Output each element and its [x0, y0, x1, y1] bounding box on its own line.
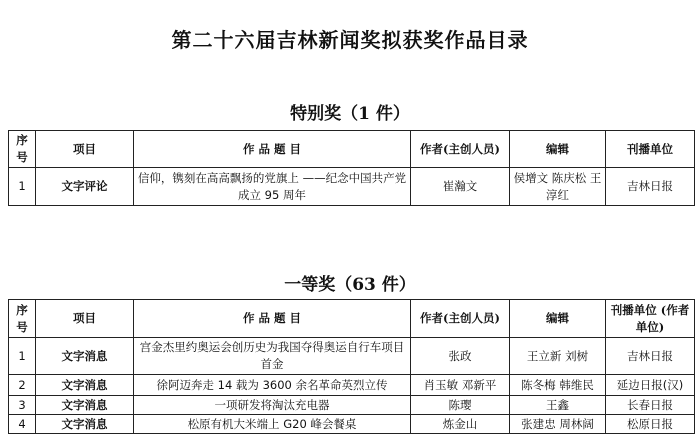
row-author: 炼金山	[411, 415, 510, 434]
table-header-row	[9, 131, 695, 168]
col-header-author: 作者(主创人员)	[411, 300, 510, 338]
row-category: 文字消息	[36, 415, 134, 434]
col-header-no: 序号	[9, 300, 36, 338]
row-unit: 延边日报(汉)	[606, 375, 695, 396]
row-author: 肖玉敏 邓新平	[411, 375, 510, 396]
first-award-table	[8, 299, 695, 434]
col-header-title: 作 品 题 目	[134, 300, 411, 338]
row-title: 信仰，镌刻在高高飘扬的党旗上 ——纪念中国共产党成立 95 周年	[134, 168, 411, 206]
row-unit: 松原日报	[606, 415, 695, 434]
row-editor: 王鑫	[510, 396, 606, 415]
special-award-table	[8, 130, 695, 206]
row-title: 徐阿迈奔走 14 载为 3600 余名革命英烈立传	[134, 375, 411, 396]
col-header-category: 项目	[36, 300, 134, 338]
table-row	[9, 396, 695, 415]
row-title: 宫金杰里约奥运会创历史为我国夺得奥运自行车项目首金	[134, 338, 411, 375]
row-unit: 吉林日报	[606, 338, 695, 375]
row-unit: 长春日报	[606, 396, 695, 415]
row-no: 4	[9, 415, 36, 434]
col-header-unit: 刊播单位	[606, 131, 695, 168]
table-row	[9, 168, 695, 206]
row-author: 陈璎	[411, 396, 510, 415]
row-category: 文字评论	[36, 168, 134, 206]
table-row	[9, 375, 695, 396]
col-header-editor: 编辑	[510, 131, 606, 168]
col-header-title: 作 品 题 目	[134, 131, 411, 168]
row-editor: 王立新 刘树	[510, 338, 606, 375]
row-author: 崔瀚文	[411, 168, 510, 206]
row-category: 文字消息	[36, 375, 134, 396]
table-header-row	[9, 300, 695, 338]
document-title: 第二十六届吉林新闻奖拟获奖作品目录	[171, 28, 529, 52]
row-no: 1	[9, 338, 36, 375]
row-no: 2	[9, 375, 36, 396]
row-author: 张政	[411, 338, 510, 375]
col-header-editor: 编辑	[510, 300, 606, 338]
row-category: 文字消息	[36, 396, 134, 415]
col-header-category: 项目	[36, 131, 134, 168]
col-header-unit: 刊播单位 (作者单位)	[606, 300, 695, 338]
row-editor: 张建忠 周林阔	[510, 415, 606, 434]
row-title: 一项研发将淘汰充电器	[134, 396, 411, 415]
col-header-author: 作者(主创人员)	[411, 131, 510, 168]
row-title: 松原有机大米端上 G20 峰会餐桌	[134, 415, 411, 434]
row-editor: 陈冬梅 韩维民	[510, 375, 606, 396]
special-award-heading: 特别奖（1 件）	[290, 104, 410, 124]
table-row	[9, 415, 695, 434]
row-unit: 吉林日报	[606, 168, 695, 206]
table-row	[9, 338, 695, 375]
first-award-heading: 一等奖（63 件）	[284, 275, 416, 295]
row-category: 文字消息	[36, 338, 134, 375]
row-no: 1	[9, 168, 36, 206]
row-editor: 侯增文 陈庆松 王淳红	[510, 168, 606, 206]
col-header-no: 序号	[9, 131, 36, 168]
row-no: 3	[9, 396, 36, 415]
